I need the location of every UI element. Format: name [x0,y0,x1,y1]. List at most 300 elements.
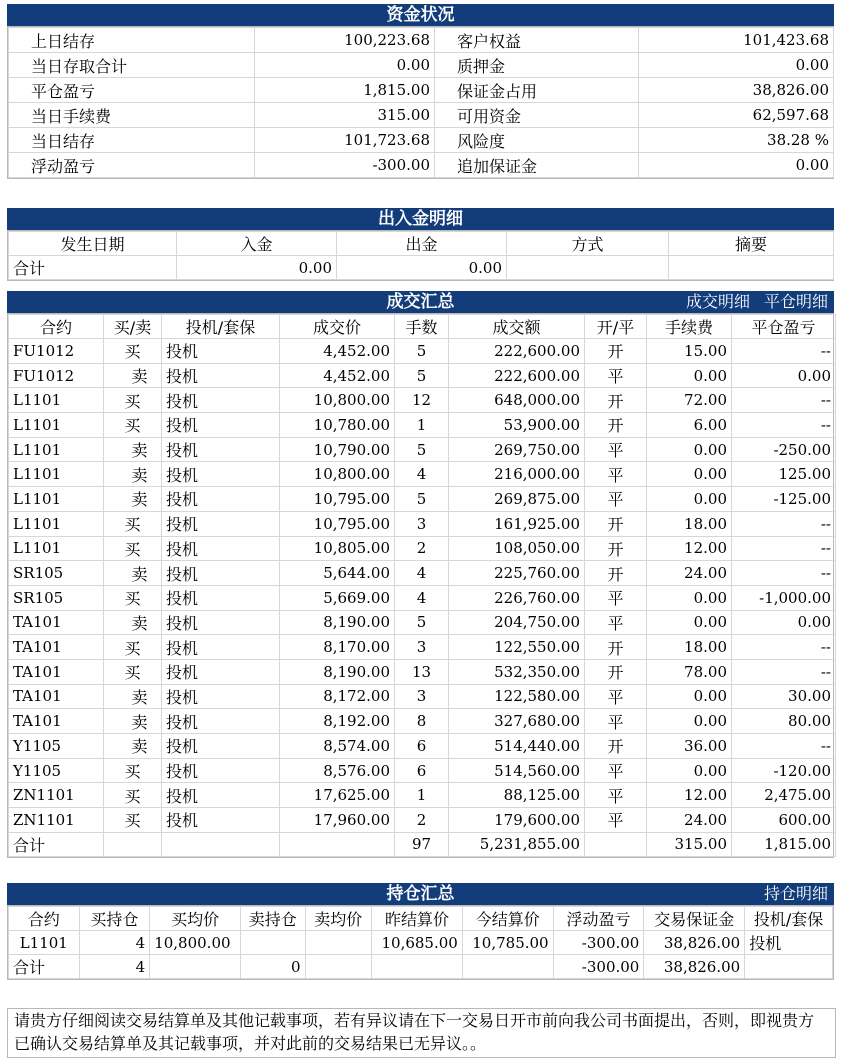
cell: 平仓盈亏 [732,315,836,339]
cell: L1101 [9,487,104,512]
cell: 投机 [162,363,280,388]
table-row [9,684,836,709]
cell: 平 [585,709,647,734]
cell: 38,826.00 [644,931,745,955]
cell: 平 [585,808,647,833]
cell [305,955,372,979]
cell: 514,560.00 [449,758,585,783]
cell: 追加保证金 [435,153,639,178]
cell: 0.00 [647,585,732,610]
table-row [9,413,836,438]
cell: 0.00 [647,363,732,388]
cell: 投机 [162,758,280,783]
cell: 平 [585,462,647,487]
cell: 0.00 [177,256,337,280]
cell: 手数 [395,315,449,339]
cell: 8,190.00 [280,659,395,684]
cell: 30.00 [732,684,836,709]
cell [150,955,241,979]
cell: 合约 [9,315,104,339]
table-row [9,709,836,734]
cell: L1101 [9,388,104,413]
cell: 平 [585,758,647,783]
cell: 0.00 [732,363,836,388]
cell: 8,192.00 [280,709,395,734]
cell: 买 [104,758,162,783]
cell: FU1012 [9,339,104,364]
cell: 客户权益 [435,28,639,53]
cell: 10,795.00 [280,511,395,536]
table-row [9,437,836,462]
cell [305,931,372,955]
cell: 开 [585,339,647,364]
cell: 上日结存 [9,28,255,53]
cell: L1101 [9,462,104,487]
cell: -300.00 [553,931,644,955]
cell: 125.00 [732,462,836,487]
cell: 5 [395,339,449,364]
positions-title: 持仓汇总 [386,884,455,904]
cell: -- [732,339,836,364]
cell: 514,440.00 [449,734,585,759]
cell: 当日手续费 [9,103,255,128]
cell: 5 [395,363,449,388]
positions-table [8,906,833,979]
cell: 10,800.00 [280,462,395,487]
cell: -- [732,659,836,684]
table-row [9,388,836,413]
cell: 12 [395,388,449,413]
cell: 买 [104,585,162,610]
cell: 可用资金 [435,103,639,128]
cell: 8,170.00 [280,635,395,660]
cell: 15.00 [647,339,732,364]
funds-section [7,4,834,179]
cell: 平 [585,783,647,808]
cell: 投机 [162,635,280,660]
cell: 平 [585,585,647,610]
cell: 179,600.00 [449,808,585,833]
cell: 4,452.00 [280,339,395,364]
cell: 3 [395,684,449,709]
cell: 600.00 [732,808,836,833]
cell: -1,000.00 [732,585,836,610]
table-row [9,758,836,783]
cell [280,832,395,856]
cell: 开 [585,635,647,660]
cell: 买 [104,388,162,413]
cell: 8,576.00 [280,758,395,783]
cell: 5,669.00 [280,585,395,610]
cell: 昨结算价 [372,907,463,931]
cell: 17,625.00 [280,783,395,808]
cell: 10,800.00 [280,388,395,413]
cell: FU1012 [9,363,104,388]
cell: 投机 [162,783,280,808]
cell [585,832,647,856]
cell: 0.00 [647,437,732,462]
cell: 0.00 [255,53,435,78]
cell: 0.00 [337,256,507,280]
cell: 10,800.00 [150,931,241,955]
cell [104,832,162,856]
cell: 买 [104,339,162,364]
cell: 8,574.00 [280,734,395,759]
cell: 投机 [162,561,280,586]
cell: 269,875.00 [449,487,585,512]
cell: 24.00 [647,561,732,586]
cell: -- [732,536,836,561]
cell: 浮动盈亏 [9,153,255,178]
cell: 532,350.00 [449,659,585,684]
cell: 投机 [162,413,280,438]
cell: 2 [395,808,449,833]
cell: 卖 [104,437,162,462]
trades-header [7,291,834,313]
cell: 4,452.00 [280,363,395,388]
cell: 38.28 % [639,128,834,153]
cell: 4 [395,462,449,487]
cell: L1101 [9,511,104,536]
cell: 卖 [104,462,162,487]
cell [462,955,553,979]
positions-section [7,883,834,980]
cell: -- [732,413,836,438]
cell: 10,785.00 [462,931,553,955]
cell: 222,600.00 [449,363,585,388]
cell: 投机 [162,462,280,487]
cell: 平 [585,437,647,462]
table-row [9,635,836,660]
cell: 10,805.00 [280,536,395,561]
cell: 投机 [745,931,833,955]
cell: 53,900.00 [449,413,585,438]
cell: ZN1101 [9,783,104,808]
cell: 开 [585,734,647,759]
cell: 当日存取合计 [9,53,255,78]
funds-row [9,128,834,153]
cell: 108,050.00 [449,536,585,561]
cell: 0.00 [639,53,834,78]
cell: 风险度 [435,128,639,153]
funds-row [9,103,834,128]
cell: 卖持仓 [240,907,305,931]
cell: SR105 [9,585,104,610]
cell: 保证金占用 [435,78,639,103]
cell: -- [732,511,836,536]
cell: 2 [395,536,449,561]
cell: 开/平 [585,315,647,339]
cell: 卖 [104,561,162,586]
cell: -125.00 [732,487,836,512]
cell: 卖 [104,487,162,512]
funds-row [9,53,834,78]
cell: 开 [585,659,647,684]
cell: 101,723.68 [255,128,435,153]
funds-table [8,27,834,178]
cell: 18.00 [647,511,732,536]
cell [507,256,669,280]
cell: 80.00 [732,709,836,734]
cell: 当日结存 [9,128,255,153]
cell: 投机 [162,684,280,709]
cell: 平仓盈亏 [9,78,255,103]
cell: 36.00 [647,734,732,759]
cell: 10,685.00 [372,931,463,955]
trades-total-row [9,832,836,856]
cell: 合计 [9,256,177,280]
deposit-table [8,231,834,280]
table-row [9,931,833,955]
positions-header-row [9,907,833,931]
cell: 1 [395,413,449,438]
cell: 24.00 [647,808,732,833]
cell: 投机 [162,610,280,635]
cell: 卖 [104,684,162,709]
cell: TA101 [9,709,104,734]
cell: 4 [395,561,449,586]
cell [669,256,834,280]
cell: 买均价 [150,907,241,931]
trade-detail-link[interactable]: 成交明细 [685,292,750,311]
cell: TA101 [9,635,104,660]
trades-header-row [9,315,836,339]
cell: 1,815.00 [732,832,836,856]
table-row [9,783,836,808]
cell: 2,475.00 [732,783,836,808]
cell: 买 [104,659,162,684]
cell: 5 [395,437,449,462]
cell: 3 [395,511,449,536]
cell: 交易保证金 [644,907,745,931]
cell: TA101 [9,684,104,709]
cell: 4 [79,931,150,955]
cell: 投机 [162,659,280,684]
cell: 0.00 [732,610,836,635]
cell: 269,750.00 [449,437,585,462]
cell: 315.00 [255,103,435,128]
cell: -120.00 [732,758,836,783]
funds-row [9,28,834,53]
cell: SR105 [9,561,104,586]
cell: 投机 [162,536,280,561]
table-row [9,585,836,610]
cell: -300.00 [255,153,435,178]
cell: 买 [104,511,162,536]
cell: 平 [585,684,647,709]
table-row [9,808,836,833]
cell: 122,550.00 [449,635,585,660]
table-row [9,561,836,586]
cell: 3 [395,635,449,660]
cell: 222,600.00 [449,339,585,364]
cell: 100,223.68 [255,28,435,53]
cell: 合计 [9,832,104,856]
cell: 买持仓 [79,907,150,931]
cell: L1101 [9,437,104,462]
cell [162,832,280,856]
cell: 出金 [337,232,507,256]
close-detail-link[interactable]: 平仓明细 [763,292,828,311]
cell: -- [732,561,836,586]
cell: 1,815.00 [255,78,435,103]
cell: 开 [585,511,647,536]
cell: 10,795.00 [280,487,395,512]
positions-header [7,883,834,905]
cell: 5,231,855.00 [449,832,585,856]
cell: 122,580.00 [449,684,585,709]
cell: 101,423.68 [639,28,834,53]
table-row [9,363,836,388]
cell: -- [732,734,836,759]
trades-section [7,291,834,858]
cell: 发生日期 [9,232,177,256]
cell: 8,172.00 [280,684,395,709]
cell: 摘要 [669,232,834,256]
cell: -250.00 [732,437,836,462]
table-row [9,487,836,512]
cell [745,955,833,979]
cell: 38,826.00 [644,955,745,979]
cell: 卖 [104,363,162,388]
cell: 8 [395,709,449,734]
cell: 卖均价 [305,907,372,931]
cell: 4 [395,585,449,610]
cell: -- [732,635,836,660]
table-row [9,659,836,684]
settlement-notice: 请贵方仔细阅读交易结算单及其他记载事项，若有异议请在下一交易日开市前向我公司书面提出，否则，即视贵方已确认交易结算单及其记载事项，并对此前的交易结果已无异议。。 [7,1008,836,1058]
cell: 投机 [162,388,280,413]
cell: 62,597.68 [639,103,834,128]
cell: 5,644.00 [280,561,395,586]
cell: Y1105 [9,734,104,759]
cell: 8,190.00 [280,610,395,635]
cell: 卖 [104,709,162,734]
cell: 买 [104,413,162,438]
cell: 5 [395,610,449,635]
cell: 0.00 [647,462,732,487]
cell: 72.00 [647,388,732,413]
cell: 成交额 [449,315,585,339]
cell: TA101 [9,610,104,635]
cell: 投机 [162,339,280,364]
cell: 216,000.00 [449,462,585,487]
cell: 买 [104,783,162,808]
cell: 0.00 [647,709,732,734]
cell: 225,760.00 [449,561,585,586]
cell: 161,925.00 [449,511,585,536]
cell: Y1105 [9,758,104,783]
cell: 投机 [162,585,280,610]
cell: 0.00 [647,487,732,512]
cell [372,955,463,979]
cell: 327,680.00 [449,709,585,734]
funds-row [9,78,834,103]
cell: 10,780.00 [280,413,395,438]
positions-total-row [9,955,833,979]
cell: 开 [585,561,647,586]
cell: 今结算价 [462,907,553,931]
cell: 卖 [104,610,162,635]
cell: 开 [585,413,647,438]
cell: 4 [79,955,150,979]
cell: 12.00 [647,783,732,808]
cell: 买 [104,808,162,833]
cell: 平 [585,487,647,512]
funds-row [9,153,834,178]
cell: 13 [395,659,449,684]
cell: 投机 [162,808,280,833]
cell [240,931,305,955]
cell: 合约 [9,907,80,931]
cell: L1101 [9,413,104,438]
cell: 投机 [162,511,280,536]
cell: 投机 [162,709,280,734]
trades-table [8,314,836,857]
cell: 投机 [162,487,280,512]
cell: L1101 [9,931,80,955]
cell: 投机/套保 [745,907,833,931]
table-row [9,734,836,759]
cell: 成交价 [280,315,395,339]
cell: 648,000.00 [449,388,585,413]
cell: 78.00 [647,659,732,684]
cell: 0.00 [647,758,732,783]
cell: 5 [395,487,449,512]
cell: 手续费 [647,315,732,339]
table-row [9,610,836,635]
table-row [9,536,836,561]
cell: 合计 [9,955,80,979]
funds-title: 资金状况 [7,4,834,26]
cell: 方式 [507,232,669,256]
cell: 10,790.00 [280,437,395,462]
cell: 投机 [162,734,280,759]
cell: TA101 [9,659,104,684]
cell: 买 [104,635,162,660]
cell: 12.00 [647,536,732,561]
cell: 6 [395,758,449,783]
position-detail-link[interactable]: 持仓明细 [763,884,828,903]
cell: -300.00 [553,955,644,979]
cell: 17,960.00 [280,808,395,833]
cell: 卖 [104,734,162,759]
cell: 平 [585,610,647,635]
cell: 开 [585,388,647,413]
cell: 38,826.00 [639,78,834,103]
cell: L1101 [9,536,104,561]
cell: 1 [395,783,449,808]
cell: 315.00 [647,832,732,856]
cell: 0.00 [647,610,732,635]
deposit-total-row [9,256,834,280]
table-row [9,339,836,364]
deposit-title: 出入金明细 [7,208,834,230]
cell: 买 [104,536,162,561]
cell: 0.00 [647,684,732,709]
cell: 204,750.00 [449,610,585,635]
cell: 6.00 [647,413,732,438]
cell: 浮动盈亏 [553,907,644,931]
table-row [9,462,836,487]
cell: 0 [240,955,305,979]
cell: 投机/套保 [162,315,280,339]
cell: 18.00 [647,635,732,660]
deposit-section [7,208,834,281]
cell: ZN1101 [9,808,104,833]
cell: 88,125.00 [449,783,585,808]
cell: 买/卖 [104,315,162,339]
